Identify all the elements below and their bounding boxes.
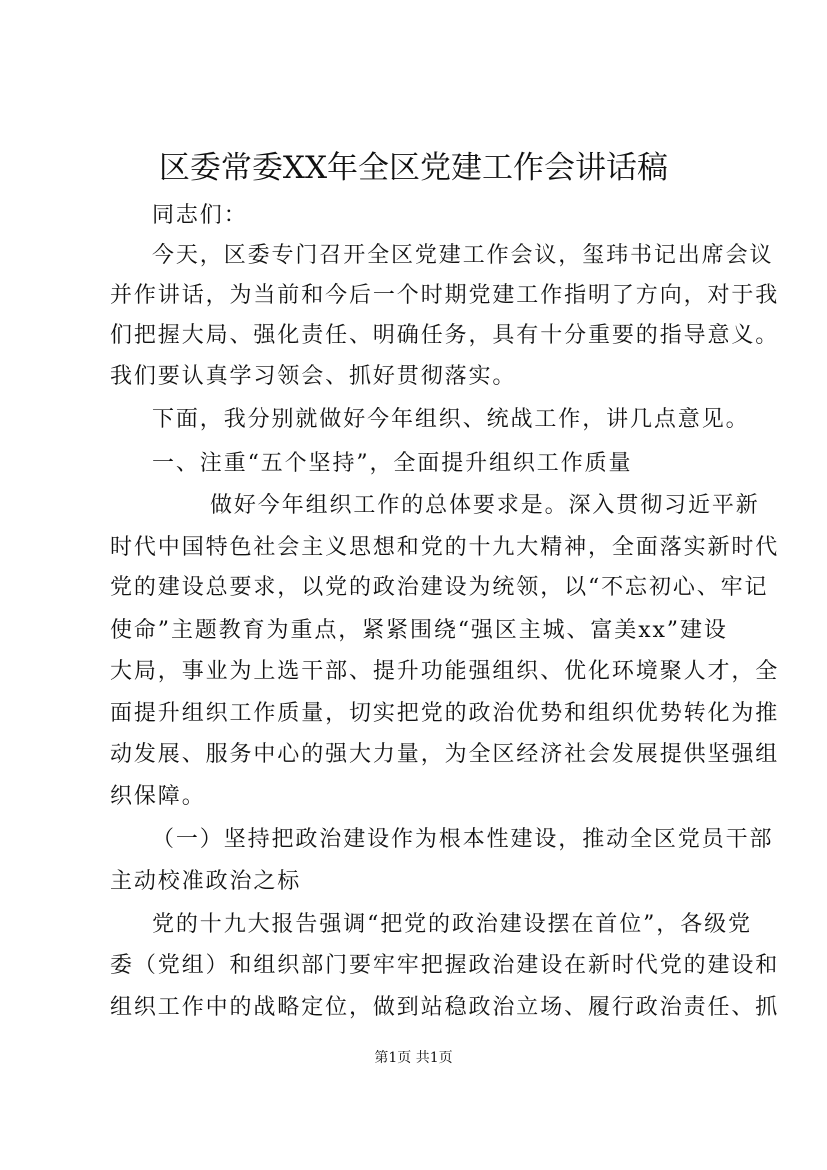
paragraph-line: 我们要认真学习领会、抓好贯彻落实。 <box>110 364 517 389</box>
paragraph-line: 大局，事业为上选干部、提升功能强组织、优化环境聚人才，全 <box>110 659 780 684</box>
subsection-heading: （一）坚持把政治建设作为根本性建设，推动全区党员干部 <box>152 827 774 852</box>
salutation: 同志们： <box>152 203 248 228</box>
paragraph-line: 下面，我分别就做好今年组织、统战工作，讲几点意见。 <box>152 407 750 432</box>
paragraph-line: 面提升组织工作质量，切实把党的政治优势和组织优势转化为推 <box>110 701 780 726</box>
paragraph-line: 今天，区委专门召开全区党建工作会议，玺玮书记出席会议 <box>152 243 774 268</box>
paragraph-line: 们把握大局、强化责任、明确任务，具有十分重要的指导意义。 <box>110 323 780 348</box>
document-title: 区委常委XX年全区党建工作会讲话稿 <box>158 150 669 186</box>
paragraph-line: 委（党组）和组织部门要牢牢把握政治建设在新时代党的建设和 <box>110 953 780 978</box>
paragraph-line: 党的建设总要求，以党的政治建设为统领，以“不忘初心、牢记 <box>110 575 769 600</box>
page-footer: 第1页 共1页 <box>374 1050 453 1066</box>
paragraph-line: 动发展、服务中心的强大力量，为全区经济社会发展提供坚强组 <box>110 742 780 767</box>
paragraph-line: 组织工作中的战略定位，做到站稳政治立场、履行政治责任、抓 <box>110 995 780 1020</box>
paragraph-line: 织保障。 <box>110 784 206 809</box>
paragraph-line: 使命”主题教育为重点，紧紧围绕“强区主城、富美xx”建设 <box>110 618 728 643</box>
paragraph-line: 做好今年组织工作的总体要求是。深入贯彻习近平新 <box>210 493 760 518</box>
paragraph-line: 时代中国特色社会主义思想和党的十九大精神，全面落实新时代 <box>110 535 780 560</box>
paragraph-line: 党的十九大报告强调“把党的政治建设摆在首位”，各级党 <box>152 912 752 937</box>
section-heading: 一、注重“五个坚持”，全面提升组织工作质量 <box>152 451 633 476</box>
paragraph-line: 并作讲话，为当前和今后一个时期党建工作指明了方向，对于我 <box>110 283 780 308</box>
subsection-heading: 主动校准政治之标 <box>110 869 302 894</box>
